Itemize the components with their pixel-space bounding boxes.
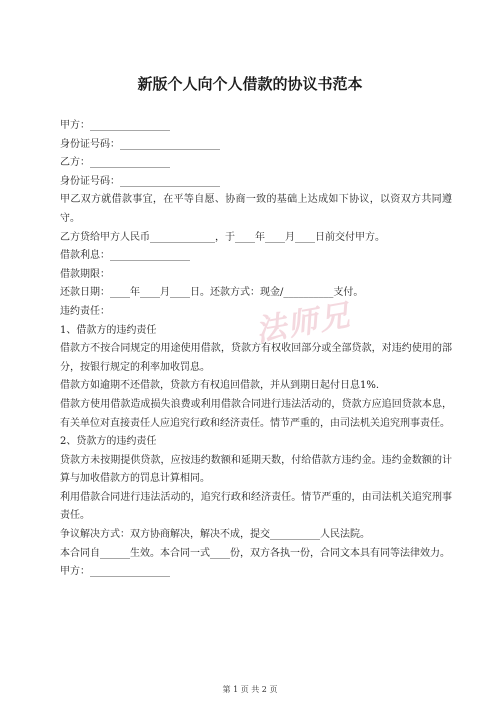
party-b-line: 乙方：________________: [60, 157, 170, 169]
party-a-signature-line: 甲方：________________: [60, 566, 170, 578]
lender-clause-1: 贷款方未按期提供贷款，应按违约数额和延期天数，付给借款方违约金。违约金数额的计算与加收借款方的罚息计算相同。: [60, 454, 452, 485]
effective-clause: 本合同自______生效。本合同一式____份，双方各执一份，合同文本具有同等法律效力。: [60, 547, 450, 559]
dispute-resolution-line: 争议解决方式：双方协商解决，解决不成，提交__________人民法院。: [60, 529, 370, 541]
borrower-liability-heading: 1、借款方的违约责任: [60, 324, 157, 336]
agreement-intro: 甲乙双方就借款事宜，在平等自愿、协商一致的基础上达成如下协议，以资双方共同遵守。: [60, 194, 452, 224]
watermark: 法师兄: [253, 297, 354, 350]
repayment-line: 还款日期：____年____月____日。还款方式：现金/__________支付。: [60, 287, 364, 299]
document-title: 新版个人向个人借款的协议书范本: [137, 75, 363, 93]
document-body: [60, 117, 452, 582]
lender-clause-2: 利用借款合同进行违法活动的，追究行政和经济责任。情节严重的，由司法机关追究刑事责任。: [60, 491, 452, 522]
party-a-line: 甲方：________________: [60, 120, 170, 131]
liability-heading: 违约责任：: [60, 305, 110, 317]
party-a-id-line: 身份证号码：____________________: [60, 138, 220, 150]
borrower-clause-2: 借款方如逾期不还借款，贷款方有权追回借款，并从到期日起付日息1%.: [60, 380, 380, 392]
lender-liability-heading: 2、贷款方的违约责任: [60, 436, 157, 448]
loan-interest-line: 借款利息：________________: [60, 250, 190, 262]
borrower-clause-3: 借款方使用借款造成损失浪费或利用借款合同进行违法活动的，贷款方应追回贷款本息，有关单位对直接责任人应追究行政和经济责任。情节严重的，由司法机关追究刑事责任。: [60, 398, 452, 429]
loan-term-line: 借款期限：: [60, 268, 110, 280]
party-b-id-line: 身份证号码：____________________: [60, 175, 220, 187]
page-footer: 第 1 页 共 2 页: [222, 685, 278, 694]
loan-amount-clause: 乙方贷给甲方人民币_____________，于____年____月____日前交付甲方。: [60, 231, 385, 243]
borrower-clause-1: 借款方不按合同规定的用途使用借款，贷款方有权收回部分或全部贷款，对违约使用的部分，按银行规定的利率加收罚息。: [60, 343, 452, 373]
